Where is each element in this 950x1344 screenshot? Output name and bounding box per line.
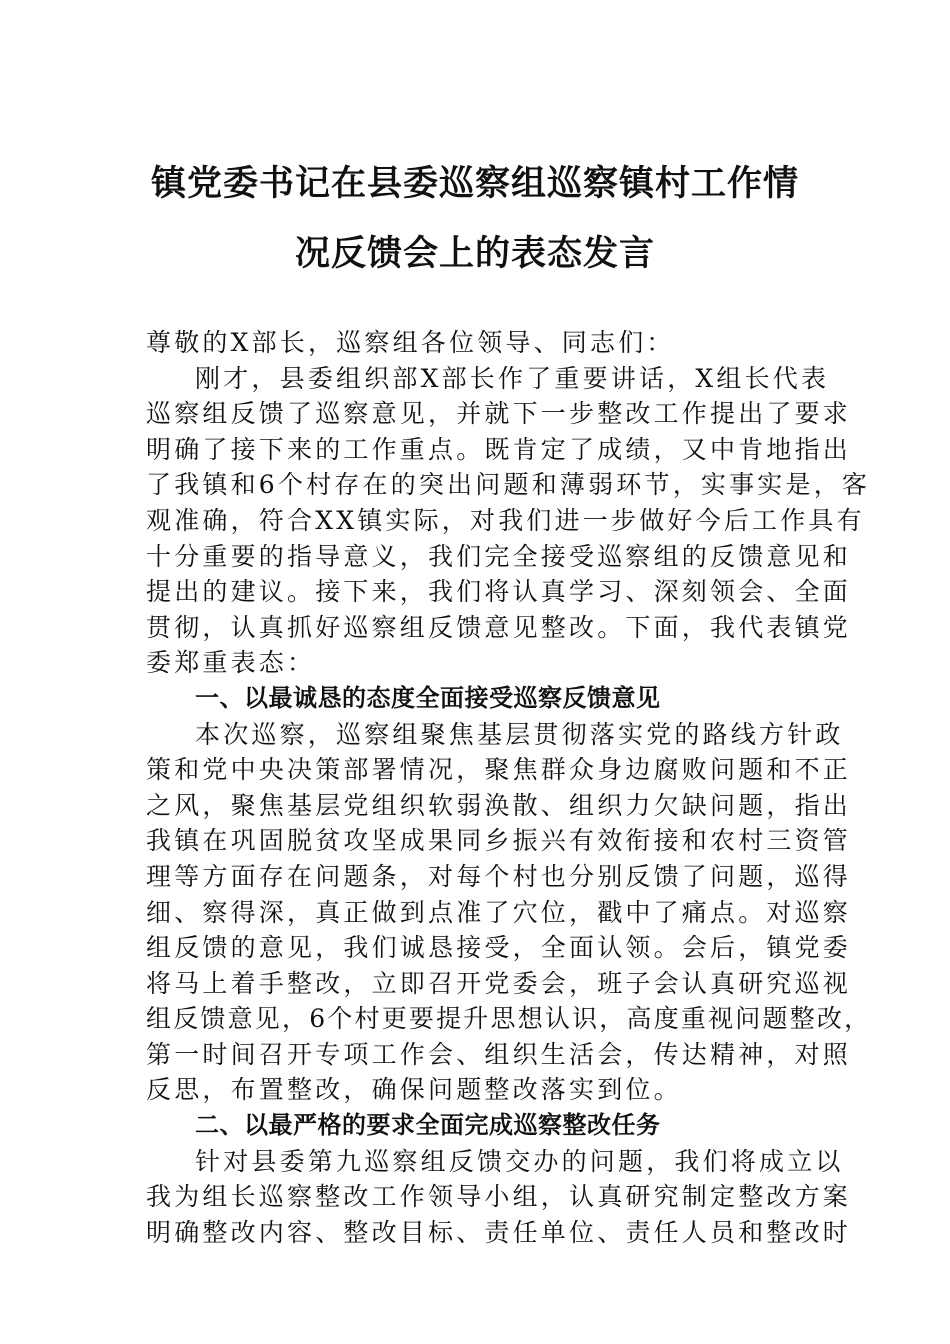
paragraph-line: 巡察组反馈了巡察意见，并就下一步整改工作提出了要求 bbox=[146, 399, 852, 429]
paragraph-line: 明确了接下来的工作重点。既肯定了成绩，又中肯地指出 bbox=[146, 434, 852, 464]
paragraph-line: 第一时间召开专项工作会、组织生活会，传达精神，对照 bbox=[146, 1039, 852, 1069]
paragraph-line: 组反馈的意见，我们诚恳接受，全面认领。会后，镇党委 bbox=[146, 933, 852, 963]
document-title-line-1: 镇党委书记在县委巡察组巡察镇村工作情 bbox=[150, 164, 799, 204]
paragraph-line: 本次巡察，巡察组聚焦基层贯彻落实党的路线方针政 bbox=[195, 719, 844, 749]
paragraph-line: 刚才，县委组织部X部长作了重要讲话，X组长代表 bbox=[195, 363, 830, 393]
salutation: 尊敬的X部长，巡察组各位领导、同志们： bbox=[146, 328, 675, 357]
paragraph-line: 观准确，符合XX镇实际，对我们进一步做好今后工作具有 bbox=[146, 505, 865, 535]
paragraph-line: 提出的建议。接下来，我们将认真学习、深刻领会、全面 bbox=[146, 577, 852, 607]
paragraph-line: 我镇在巩固脱贫攻坚成果同乡振兴有效衔接和农村三资管 bbox=[146, 826, 852, 856]
document-title-line-2: 况反馈会上的表态发言 bbox=[294, 234, 655, 274]
document-body bbox=[146, 325, 872, 1250]
paragraph-line: 组反馈意见，6个村更要提升思想认识，高度重视问题整改， bbox=[146, 1004, 872, 1034]
paragraph-line: 之风，聚焦基层党组织软弱涣散、组织力欠缺问题，指出 bbox=[146, 790, 852, 820]
paragraph-line: 我为组长巡察整改工作领导小组，认真研究制定整改方案 bbox=[146, 1182, 852, 1212]
paragraph-line: 策和党中央决策部署情况，聚焦群众身边腐败问题和不正 bbox=[146, 755, 852, 785]
paragraph-line: 明确整改内容、整改目标、责任单位、责任人员和整改时 bbox=[146, 1217, 852, 1247]
paragraph-line: 十分重要的指导意义，我们完全接受巡察组的反馈意见和 bbox=[146, 541, 852, 571]
paragraph-line: 反思，布置整改，确保问题整改落实到位。 bbox=[146, 1075, 682, 1105]
section-heading-1: 一、以最诚恳的态度全面接受巡察反馈意见 bbox=[195, 683, 661, 712]
section-heading-2: 二、以最严格的要求全面完成巡察整改任务 bbox=[195, 1111, 661, 1140]
paragraph-line: 针对县委第九巡察组反馈交办的问题，我们将成立以 bbox=[195, 1146, 844, 1176]
paragraph-line: 了我镇和6个村存在的突出问题和薄弱环节，实事实是，客 bbox=[146, 470, 871, 500]
paragraph-line: 将马上着手整改，立即召开党委会，班子会认真研究巡视 bbox=[146, 968, 852, 998]
paragraph-line: 细、察得深，真正做到点准了穴位，戳中了痛点。对巡察 bbox=[146, 897, 852, 927]
paragraph-line: 贯彻，认真抓好巡察组反馈意见整改。下面，我代表镇党 bbox=[146, 612, 852, 642]
paragraph-line: 委郑重表态： bbox=[146, 648, 316, 678]
paragraph-line: 理等方面存在问题条，对每个村也分别反馈了问题，巡得 bbox=[146, 861, 852, 891]
